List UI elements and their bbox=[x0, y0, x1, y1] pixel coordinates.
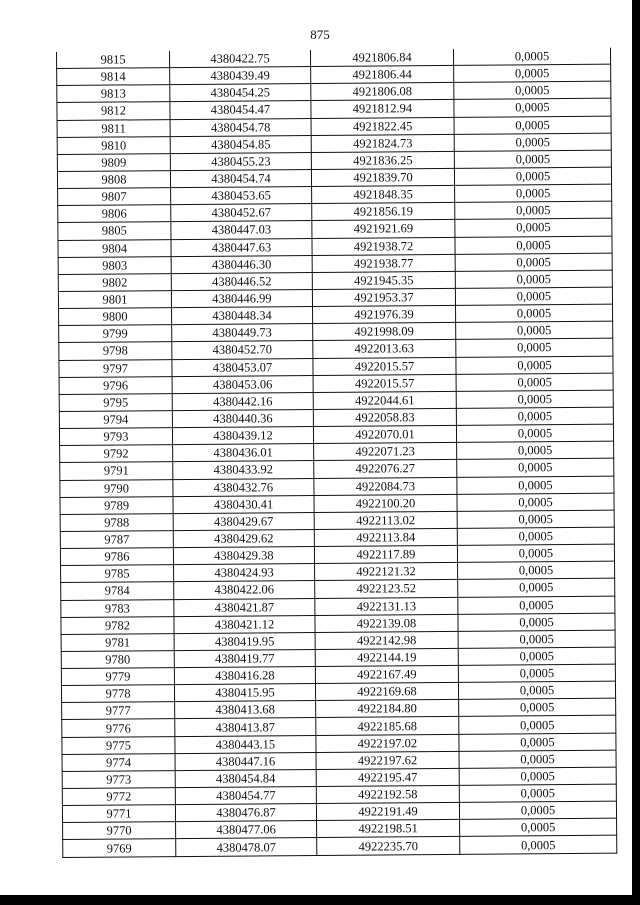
point-number-cell: 9777 bbox=[62, 702, 175, 720]
y-coordinate-cell: 4922044.61 bbox=[313, 391, 456, 409]
accuracy-cell: 0,0005 bbox=[454, 133, 611, 151]
y-coordinate-cell: 4922084.73 bbox=[314, 477, 457, 495]
y-coordinate-cell: 4922058.83 bbox=[313, 408, 456, 426]
y-coordinate-cell: 4921976.39 bbox=[313, 305, 456, 323]
x-coordinate-cell: 4380443.15 bbox=[175, 735, 316, 753]
accuracy-cell: 0,0005 bbox=[455, 201, 612, 219]
accuracy-cell: 0,0005 bbox=[456, 321, 613, 339]
y-coordinate-cell: 4922185.68 bbox=[316, 717, 459, 735]
y-coordinate-cell: 4921998.09 bbox=[313, 323, 456, 341]
x-coordinate-cell: 4380447.16 bbox=[175, 752, 316, 770]
x-coordinate-cell: 4380421.12 bbox=[174, 615, 315, 633]
point-number-cell: 9810 bbox=[57, 136, 170, 154]
point-number-cell: 9786 bbox=[60, 548, 173, 566]
scan-edge-bottom bbox=[0, 895, 640, 905]
y-coordinate-cell: 4922235.70 bbox=[317, 837, 460, 855]
y-coordinate-cell: 4921806.44 bbox=[311, 66, 454, 84]
y-coordinate-cell: 4922070.01 bbox=[313, 425, 456, 443]
x-coordinate-cell: 4380446.30 bbox=[171, 255, 312, 273]
x-coordinate-cell: 4380454.25 bbox=[170, 84, 311, 102]
accuracy-cell: 0,0005 bbox=[457, 441, 614, 459]
y-coordinate-cell: 4922015.57 bbox=[313, 374, 456, 392]
accuracy-cell: 0,0005 bbox=[458, 630, 615, 648]
table-row bbox=[63, 836, 617, 857]
x-coordinate-cell: 4380454.85 bbox=[170, 135, 311, 153]
y-coordinate-cell: 4922015.57 bbox=[313, 357, 456, 375]
accuracy-cell: 0,0005 bbox=[456, 424, 613, 442]
point-number-cell: 9811 bbox=[57, 119, 170, 137]
accuracy-cell: 0,0005 bbox=[456, 390, 613, 408]
point-number-cell: 9796 bbox=[59, 376, 172, 394]
coordinate-table bbox=[56, 48, 617, 858]
accuracy-cell: 0,0005 bbox=[453, 48, 610, 66]
x-coordinate-cell: 4380446.52 bbox=[171, 272, 312, 290]
x-coordinate-cell: 4380454.47 bbox=[170, 101, 311, 119]
y-coordinate-cell: 4921938.77 bbox=[312, 254, 455, 272]
x-coordinate-cell: 4380430.41 bbox=[173, 495, 314, 513]
point-number-cell: 9794 bbox=[59, 411, 172, 429]
point-number-cell: 9772 bbox=[62, 788, 175, 806]
scan-edge-right bbox=[632, 0, 640, 905]
x-coordinate-cell: 4380453.07 bbox=[172, 358, 313, 376]
y-coordinate-cell: 4922113.02 bbox=[314, 511, 457, 529]
x-coordinate-cell: 4380422.75 bbox=[169, 50, 310, 68]
coordinate-table-wrapper bbox=[56, 48, 612, 858]
point-number-cell: 9783 bbox=[61, 599, 174, 617]
x-coordinate-cell: 4380436.01 bbox=[173, 444, 314, 462]
point-number-cell: 9803 bbox=[58, 256, 171, 274]
accuracy-cell: 0,0005 bbox=[454, 99, 611, 117]
point-number-cell: 9798 bbox=[59, 342, 172, 360]
accuracy-cell: 0,0005 bbox=[454, 81, 611, 99]
point-number-cell: 9808 bbox=[57, 171, 170, 189]
point-number-cell: 9807 bbox=[58, 188, 171, 206]
point-number-cell: 9799 bbox=[59, 325, 172, 343]
accuracy-cell: 0,0005 bbox=[458, 647, 615, 665]
y-coordinate-cell: 4922144.19 bbox=[315, 648, 458, 666]
x-coordinate-cell: 4380446.99 bbox=[171, 289, 312, 307]
accuracy-cell: 0,0005 bbox=[460, 836, 617, 854]
x-coordinate-cell: 4380452.70 bbox=[172, 341, 313, 359]
accuracy-cell: 0,0005 bbox=[454, 150, 611, 168]
point-number-cell: 9774 bbox=[62, 753, 175, 771]
point-number-cell: 9797 bbox=[59, 359, 172, 377]
y-coordinate-cell: 4922169.68 bbox=[315, 683, 458, 701]
x-coordinate-cell: 4380413.68 bbox=[175, 701, 316, 719]
y-coordinate-cell: 4922142.98 bbox=[315, 631, 458, 649]
x-coordinate-cell: 4380454.77 bbox=[175, 787, 316, 805]
accuracy-cell: 0,0005 bbox=[456, 407, 613, 425]
x-coordinate-cell: 4380448.34 bbox=[172, 307, 313, 325]
y-coordinate-cell: 4921806.84 bbox=[310, 49, 453, 67]
accuracy-cell: 0,0005 bbox=[458, 578, 615, 596]
accuracy-cell: 0,0005 bbox=[457, 527, 614, 545]
accuracy-cell: 0,0005 bbox=[459, 767, 616, 785]
x-coordinate-cell: 4380454.74 bbox=[170, 169, 311, 187]
accuracy-cell: 0,0005 bbox=[457, 459, 614, 477]
point-number-cell: 9800 bbox=[59, 308, 172, 326]
y-coordinate-cell: 4922113.84 bbox=[314, 528, 457, 546]
point-number-cell: 9787 bbox=[60, 531, 173, 549]
point-number-cell: 9791 bbox=[60, 462, 173, 480]
y-coordinate-cell: 4922123.52 bbox=[315, 580, 458, 598]
y-coordinate-cell: 4921806.08 bbox=[311, 83, 454, 101]
y-coordinate-cell: 4921856.19 bbox=[312, 203, 455, 221]
point-number-cell: 9781 bbox=[61, 633, 174, 651]
accuracy-cell: 0,0005 bbox=[455, 253, 612, 271]
accuracy-cell: 0,0005 bbox=[458, 596, 615, 614]
accuracy-cell: 0,0005 bbox=[458, 613, 615, 631]
accuracy-cell: 0,0005 bbox=[459, 784, 616, 802]
accuracy-cell: 0,0005 bbox=[455, 219, 612, 237]
y-coordinate-cell: 4922139.08 bbox=[315, 614, 458, 632]
y-coordinate-cell: 4921938.72 bbox=[312, 237, 455, 255]
point-number-cell: 9775 bbox=[62, 736, 175, 754]
point-number-cell: 9784 bbox=[61, 582, 174, 600]
y-coordinate-cell: 4921945.35 bbox=[312, 271, 455, 289]
accuracy-cell: 0,0005 bbox=[456, 339, 613, 357]
y-coordinate-cell: 4922071.23 bbox=[314, 443, 457, 461]
point-number-cell: 9815 bbox=[56, 51, 169, 69]
y-coordinate-cell: 4922076.27 bbox=[314, 460, 457, 478]
x-coordinate-cell: 4380419.77 bbox=[174, 649, 315, 667]
y-coordinate-cell: 4921921.69 bbox=[312, 220, 455, 238]
x-coordinate-cell: 4380424.93 bbox=[174, 564, 315, 582]
point-number-cell: 9802 bbox=[58, 273, 171, 291]
x-coordinate-cell: 4380429.62 bbox=[173, 529, 314, 547]
accuracy-cell: 0,0005 bbox=[454, 116, 611, 134]
y-coordinate-cell: 4921848.35 bbox=[312, 185, 455, 203]
x-coordinate-cell: 4380452.67 bbox=[171, 204, 312, 222]
accuracy-cell: 0,0005 bbox=[458, 681, 615, 699]
point-number-cell: 9769 bbox=[63, 839, 176, 857]
y-coordinate-cell: 4922117.89 bbox=[314, 545, 457, 563]
y-coordinate-cell: 4922167.49 bbox=[315, 665, 458, 683]
y-coordinate-cell: 4921839.70 bbox=[311, 168, 454, 186]
accuracy-cell: 0,0005 bbox=[459, 801, 616, 819]
y-coordinate-cell: 4922121.32 bbox=[315, 563, 458, 581]
x-coordinate-cell: 4380449.73 bbox=[172, 324, 313, 342]
point-number-cell: 9779 bbox=[61, 668, 174, 686]
accuracy-cell: 0,0005 bbox=[459, 698, 616, 716]
point-number-cell: 9806 bbox=[58, 205, 171, 223]
x-coordinate-cell: 4380416.28 bbox=[174, 667, 315, 685]
y-coordinate-cell: 4922192.58 bbox=[316, 785, 459, 803]
x-coordinate-cell: 4380413.87 bbox=[175, 718, 316, 736]
x-coordinate-cell: 4380433.92 bbox=[173, 461, 314, 479]
y-coordinate-cell: 4921822.45 bbox=[311, 117, 454, 135]
x-coordinate-cell: 4380440.36 bbox=[172, 409, 313, 427]
accuracy-cell: 0,0005 bbox=[455, 270, 612, 288]
y-coordinate-cell: 4921824.73 bbox=[311, 134, 454, 152]
x-coordinate-cell: 4380476.87 bbox=[175, 804, 316, 822]
point-number-cell: 9771 bbox=[62, 805, 175, 823]
y-coordinate-cell: 4922100.20 bbox=[314, 494, 457, 512]
y-coordinate-cell: 4922197.62 bbox=[316, 751, 459, 769]
y-coordinate-cell: 4922184.80 bbox=[316, 700, 459, 718]
point-number-cell: 9780 bbox=[61, 651, 174, 669]
x-coordinate-cell: 4380478.07 bbox=[176, 838, 317, 856]
page-number: 875 bbox=[310, 27, 330, 42]
y-coordinate-cell: 4922198.51 bbox=[317, 820, 460, 838]
point-number-cell: 9809 bbox=[57, 153, 170, 171]
point-number-cell: 9801 bbox=[58, 291, 171, 309]
x-coordinate-cell: 4380454.84 bbox=[175, 769, 316, 787]
accuracy-cell: 0,0005 bbox=[455, 287, 612, 305]
x-coordinate-cell: 4380432.76 bbox=[173, 478, 314, 496]
point-number-cell: 9770 bbox=[63, 822, 176, 840]
x-coordinate-cell: 4380422.06 bbox=[174, 581, 315, 599]
accuracy-cell: 0,0005 bbox=[459, 733, 616, 751]
accuracy-cell: 0,0005 bbox=[455, 236, 612, 254]
accuracy-cell: 0,0005 bbox=[456, 304, 613, 322]
x-coordinate-cell: 4380447.03 bbox=[171, 221, 312, 239]
y-coordinate-cell: 4922197.02 bbox=[316, 734, 459, 752]
y-coordinate-cell: 4921812.94 bbox=[311, 100, 454, 118]
point-number-cell: 9790 bbox=[60, 479, 173, 497]
point-number-cell: 9773 bbox=[62, 770, 175, 788]
accuracy-cell: 0,0005 bbox=[454, 64, 611, 82]
point-number-cell: 9812 bbox=[57, 102, 170, 120]
x-coordinate-cell: 4380421.87 bbox=[174, 598, 315, 616]
x-coordinate-cell: 4380415.95 bbox=[174, 684, 315, 702]
accuracy-cell: 0,0005 bbox=[458, 664, 615, 682]
point-number-cell: 9795 bbox=[59, 393, 172, 411]
x-coordinate-cell: 4380429.38 bbox=[173, 547, 314, 565]
accuracy-cell: 0,0005 bbox=[455, 184, 612, 202]
x-coordinate-cell: 4380439.49 bbox=[170, 67, 311, 85]
y-coordinate-cell: 4922131.13 bbox=[315, 597, 458, 615]
accuracy-cell: 0,0005 bbox=[457, 510, 614, 528]
x-coordinate-cell: 4380453.06 bbox=[172, 375, 313, 393]
accuracy-cell: 0,0005 bbox=[457, 476, 614, 494]
point-number-cell: 9785 bbox=[61, 565, 174, 583]
x-coordinate-cell: 4380419.95 bbox=[174, 632, 315, 650]
x-coordinate-cell: 4380429.67 bbox=[173, 512, 314, 530]
point-number-cell: 9778 bbox=[61, 685, 174, 703]
point-number-cell: 9814 bbox=[57, 68, 170, 86]
point-number-cell: 9789 bbox=[60, 496, 173, 514]
point-number-cell: 9793 bbox=[59, 428, 172, 446]
accuracy-cell: 0,0005 bbox=[454, 167, 611, 185]
y-coordinate-cell: 4922195.47 bbox=[316, 768, 459, 786]
accuracy-cell: 0,0005 bbox=[456, 356, 613, 374]
point-number-cell: 9804 bbox=[58, 239, 171, 257]
point-number-cell: 9805 bbox=[58, 222, 171, 240]
point-number-cell: 9792 bbox=[60, 445, 173, 463]
accuracy-cell: 0,0005 bbox=[457, 544, 614, 562]
point-number-cell: 9813 bbox=[57, 85, 170, 103]
point-number-cell: 9788 bbox=[60, 513, 173, 531]
y-coordinate-cell: 4921836.25 bbox=[311, 151, 454, 169]
y-coordinate-cell: 4921953.37 bbox=[312, 288, 455, 306]
x-coordinate-cell: 4380455.23 bbox=[170, 152, 311, 170]
y-coordinate-cell: 4922191.49 bbox=[316, 803, 459, 821]
x-coordinate-cell: 4380477.06 bbox=[176, 821, 317, 839]
accuracy-cell: 0,0005 bbox=[459, 716, 616, 734]
accuracy-cell: 0,0005 bbox=[457, 493, 614, 511]
y-coordinate-cell: 4922013.63 bbox=[313, 340, 456, 358]
x-coordinate-cell: 4380439.12 bbox=[172, 427, 313, 445]
accuracy-cell: 0,0005 bbox=[459, 750, 616, 768]
coordinate-table-body bbox=[56, 48, 616, 857]
accuracy-cell: 0,0005 bbox=[458, 561, 615, 579]
x-coordinate-cell: 4380447.63 bbox=[171, 238, 312, 256]
point-number-cell: 9782 bbox=[61, 616, 174, 634]
accuracy-cell: 0,0005 bbox=[456, 373, 613, 391]
x-coordinate-cell: 4380453.65 bbox=[171, 187, 312, 205]
point-number-cell: 9776 bbox=[62, 719, 175, 737]
x-coordinate-cell: 4380442.16 bbox=[172, 392, 313, 410]
x-coordinate-cell: 4380454.78 bbox=[170, 118, 311, 136]
accuracy-cell: 0,0005 bbox=[460, 818, 617, 836]
